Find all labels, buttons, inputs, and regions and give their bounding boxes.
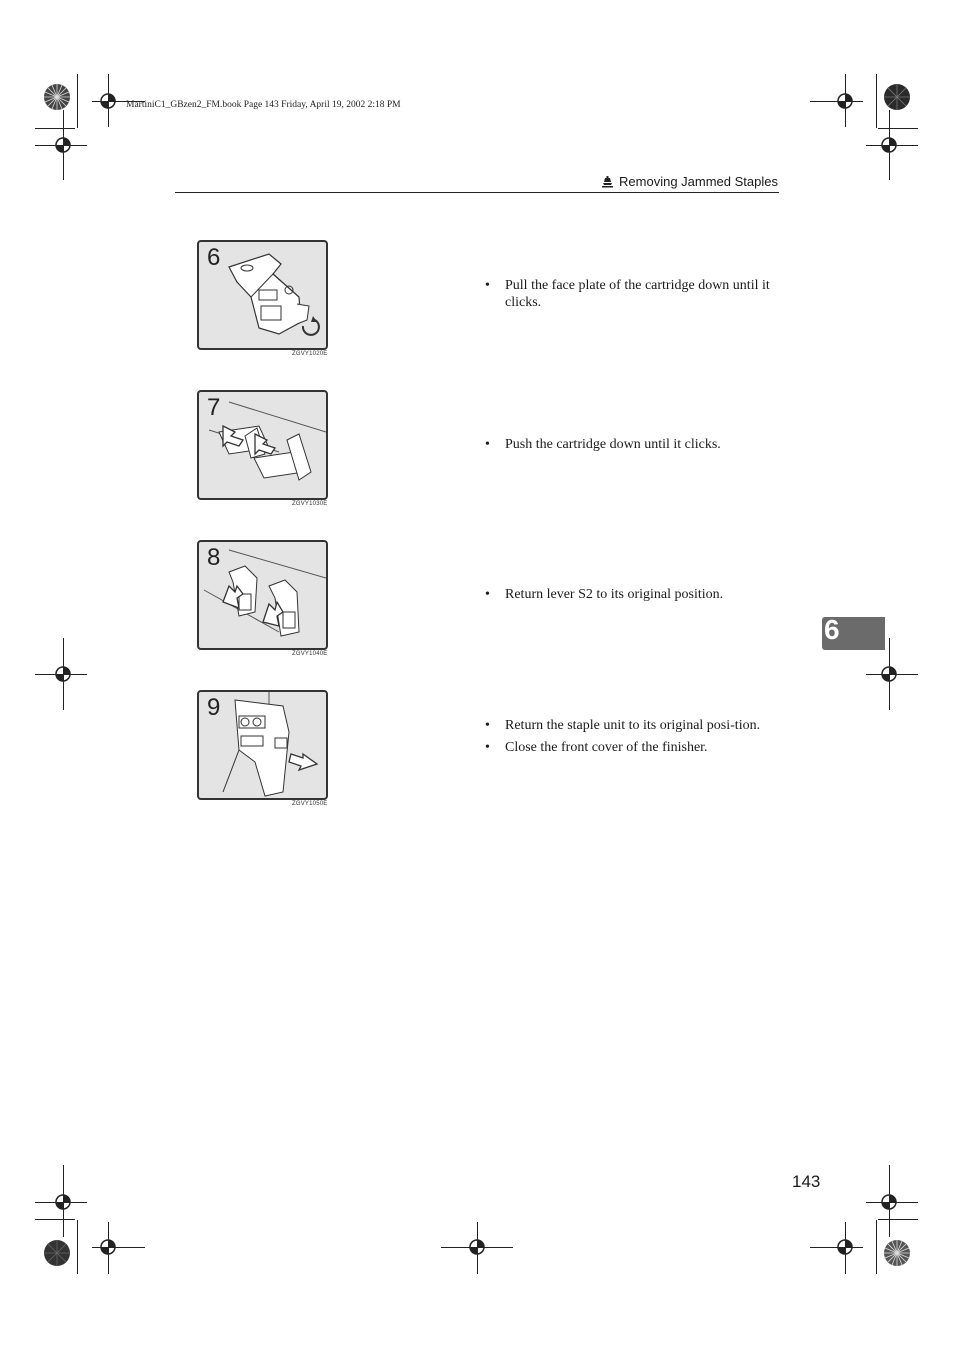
registration-target-icon — [98, 91, 118, 111]
page-number: 143 — [792, 1172, 821, 1191]
registration-target-icon — [53, 135, 73, 155]
star-wheel-icon — [43, 83, 71, 111]
registration-target-icon — [879, 135, 899, 155]
step-6-instructions — [485, 277, 770, 316]
stapler-icon — [601, 176, 614, 188]
registration-target-icon — [835, 1237, 855, 1257]
registration-target-icon — [467, 1237, 487, 1257]
list-item: • Push the cartridge down until it clicks. — [485, 437, 721, 452]
step-8-instructions — [485, 586, 770, 608]
star-wheel-icon — [43, 1239, 71, 1267]
registration-target-icon — [835, 91, 855, 111]
chapter-tab-number: 6 — [824, 614, 840, 645]
list-item: • Return the staple unit to its original posi-tion. — [485, 718, 761, 733]
step-number: 6 — [207, 244, 221, 271]
list-item: • Pull the face plate of the cartridge down until it clicks. — [485, 278, 770, 310]
step-figure-7 — [197, 390, 328, 500]
registration-target-icon — [53, 1192, 73, 1212]
list-item: • Return lever S2 to its original position. — [485, 587, 724, 602]
header-rule — [175, 192, 779, 193]
registration-target-icon — [98, 1237, 118, 1257]
step-7-instructions — [485, 436, 770, 458]
step-number: 9 — [207, 694, 221, 721]
step-figure-6 — [197, 240, 328, 350]
star-wheel-icon — [883, 83, 911, 111]
registration-target-icon — [53, 664, 73, 684]
figure-code: ZGVY1040E — [292, 651, 328, 657]
figure-code: ZGVY1020E — [292, 351, 328, 357]
step-figure-8 — [197, 540, 328, 650]
figure-code: ZGVY1030E — [292, 501, 328, 507]
registration-target-icon — [879, 664, 899, 684]
registration-target-icon — [879, 1192, 899, 1212]
step-figure-9 — [197, 690, 328, 800]
step-number: 7 — [207, 394, 221, 421]
step-9-instructions — [485, 717, 770, 761]
print-slug: MartiniC1_GBzen2_FM.book Page 143 Friday, April 19, 2002 2:18 PM — [126, 100, 401, 110]
step-number: 8 — [207, 544, 221, 571]
chapter-tab — [822, 614, 885, 650]
running-header-title: Removing Jammed Staples — [619, 174, 778, 189]
list-item: • Close the front cover of the finisher. — [485, 740, 708, 755]
figure-code: ZGVY1050E — [292, 801, 328, 807]
running-header — [601, 174, 778, 189]
star-wheel-icon — [883, 1239, 911, 1267]
